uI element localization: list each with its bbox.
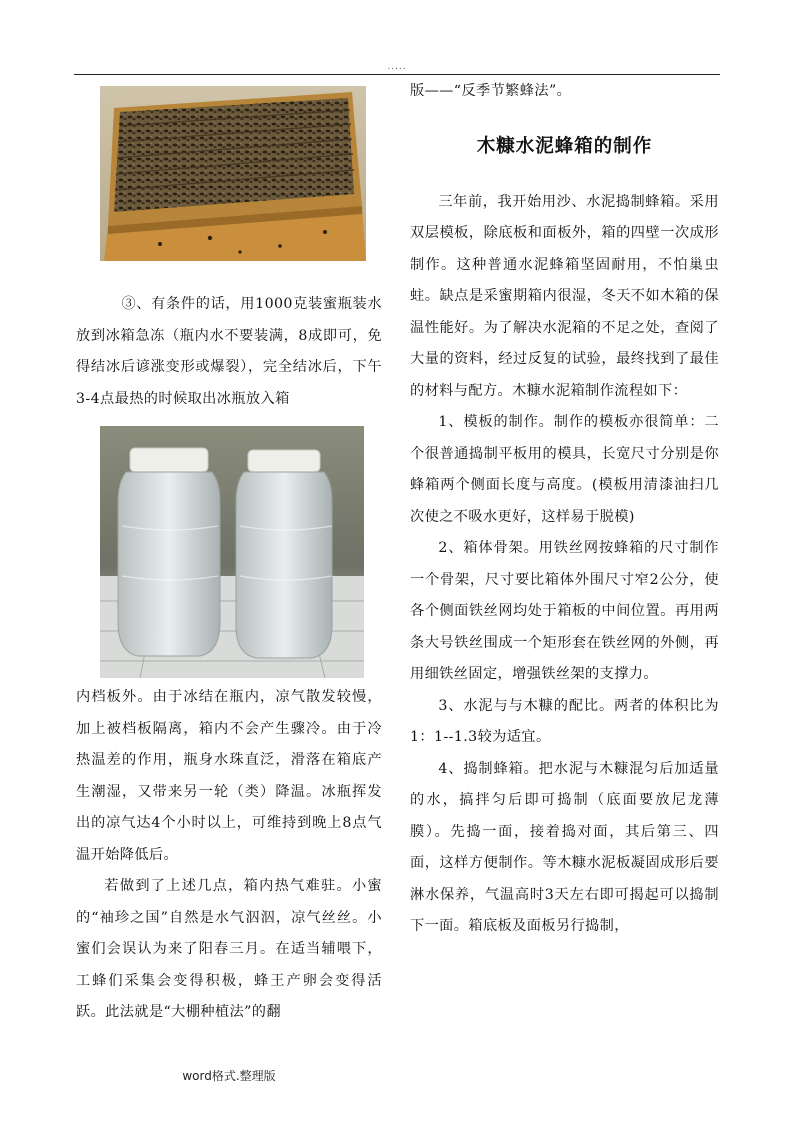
right-column (410, 76, 719, 943)
step-4-casting: 4、捣制蜂箱。把水泥与木糠混匀后加适量的水，搞拌匀后即可捣制（底面要放尼龙薄膜）。先捣一面，接着捣对面，其后第三、四面，这样方便制作。等木糠水泥板凝固成形后要淋水保养，气温高时3天左右即可揭起可以捣制下一面。箱底板及面板另行捣制， (410, 760, 719, 934)
left-column (76, 76, 382, 1029)
paragraph-continuation: 版——“反季节繁蜂法”。 (410, 83, 572, 99)
step-2-frame: 2、箱体骨架。用铁丝网按蜂箱的尺寸制作一个骨架，尺寸要比箱体外围尺寸窄2公分，使各个侧面铁丝网均处于箱板的中间位置。再用两条大号铁丝围成一个矩形套在铁丝网的外侧，再用细铁丝固定，增强铁丝架的支撑力。 (410, 540, 719, 682)
page-header-mark: ..... (387, 62, 407, 72)
paragraph-ice-bottle: ③、有条件的话，用1000克装蜜瓶装水放到冰箱急冻（瓶内水不要装满，8成即可，免得结冰后谚涨变形或爆裂），完全结冰后，下午3-4点最热的时候取出冰瓶放入箱 (76, 296, 382, 407)
step-3-ratio: 3、水泥与与木糠的配比。两者的体积比为1：1--1.3较为适宜。 (410, 697, 719, 745)
article-title: 木糠水泥蜂箱的制作 (476, 135, 653, 157)
page-footer: word格式.整理版 (182, 1069, 276, 1083)
frozen-water-bottles-photo (100, 426, 364, 678)
bee-hive-frames-photo (100, 86, 366, 261)
paragraph-ice-continued: 内档板外。由于冰结在瓶内，凉气散发较慢，加上被档板隔离，箱内不会产生骤冷。由于冷热温差的作用，瓶身水珠直泛，滑落在箱底产生潮湿，又带来另一轮（类）降温。冰瓶挥发出的凉气达4个小时以上，可维持到晚上8点气温开始降低后。 (76, 689, 382, 863)
header-divider (74, 74, 720, 75)
paragraph-result: 若做到了上述几点，箱内热气难驻。小蜜的“袖珍之国”自然是水气泅泅，凉气丝丝。小蜜们会误认为来了阳春三月。在适当辅喂下，工蜂们采集会变得积极，蜂王产卵会变得活跃。此法就是“大棚种植法”的翻 (76, 878, 382, 1020)
paragraph-intro: 三年前，我开始用沙、水泥捣制蜂箱。采用双层模板，除底板和面板外，箱的四壁一次成形制作。这种普通水泥蜂箱坚固耐用，不怕巢虫蛀。缺点是采蜜期箱内很湿，冬天不如木箱的保温性能好。为了解决水泥箱的不足之处，查阅了大量的资料，经过反复的试验，最终找到了最佳的材料与配方。木糠水泥箱制作流程如下： (410, 193, 719, 399)
step-1-template: 1、模板的制作。制作的模板亦很简单：二个很普通捣制平板用的模具，长宽尺寸分别是你蜂箱两个侧面长度与高度。(模板用清漆油扫几次使之不吸水更好，这样易于脱模) (410, 414, 719, 525)
